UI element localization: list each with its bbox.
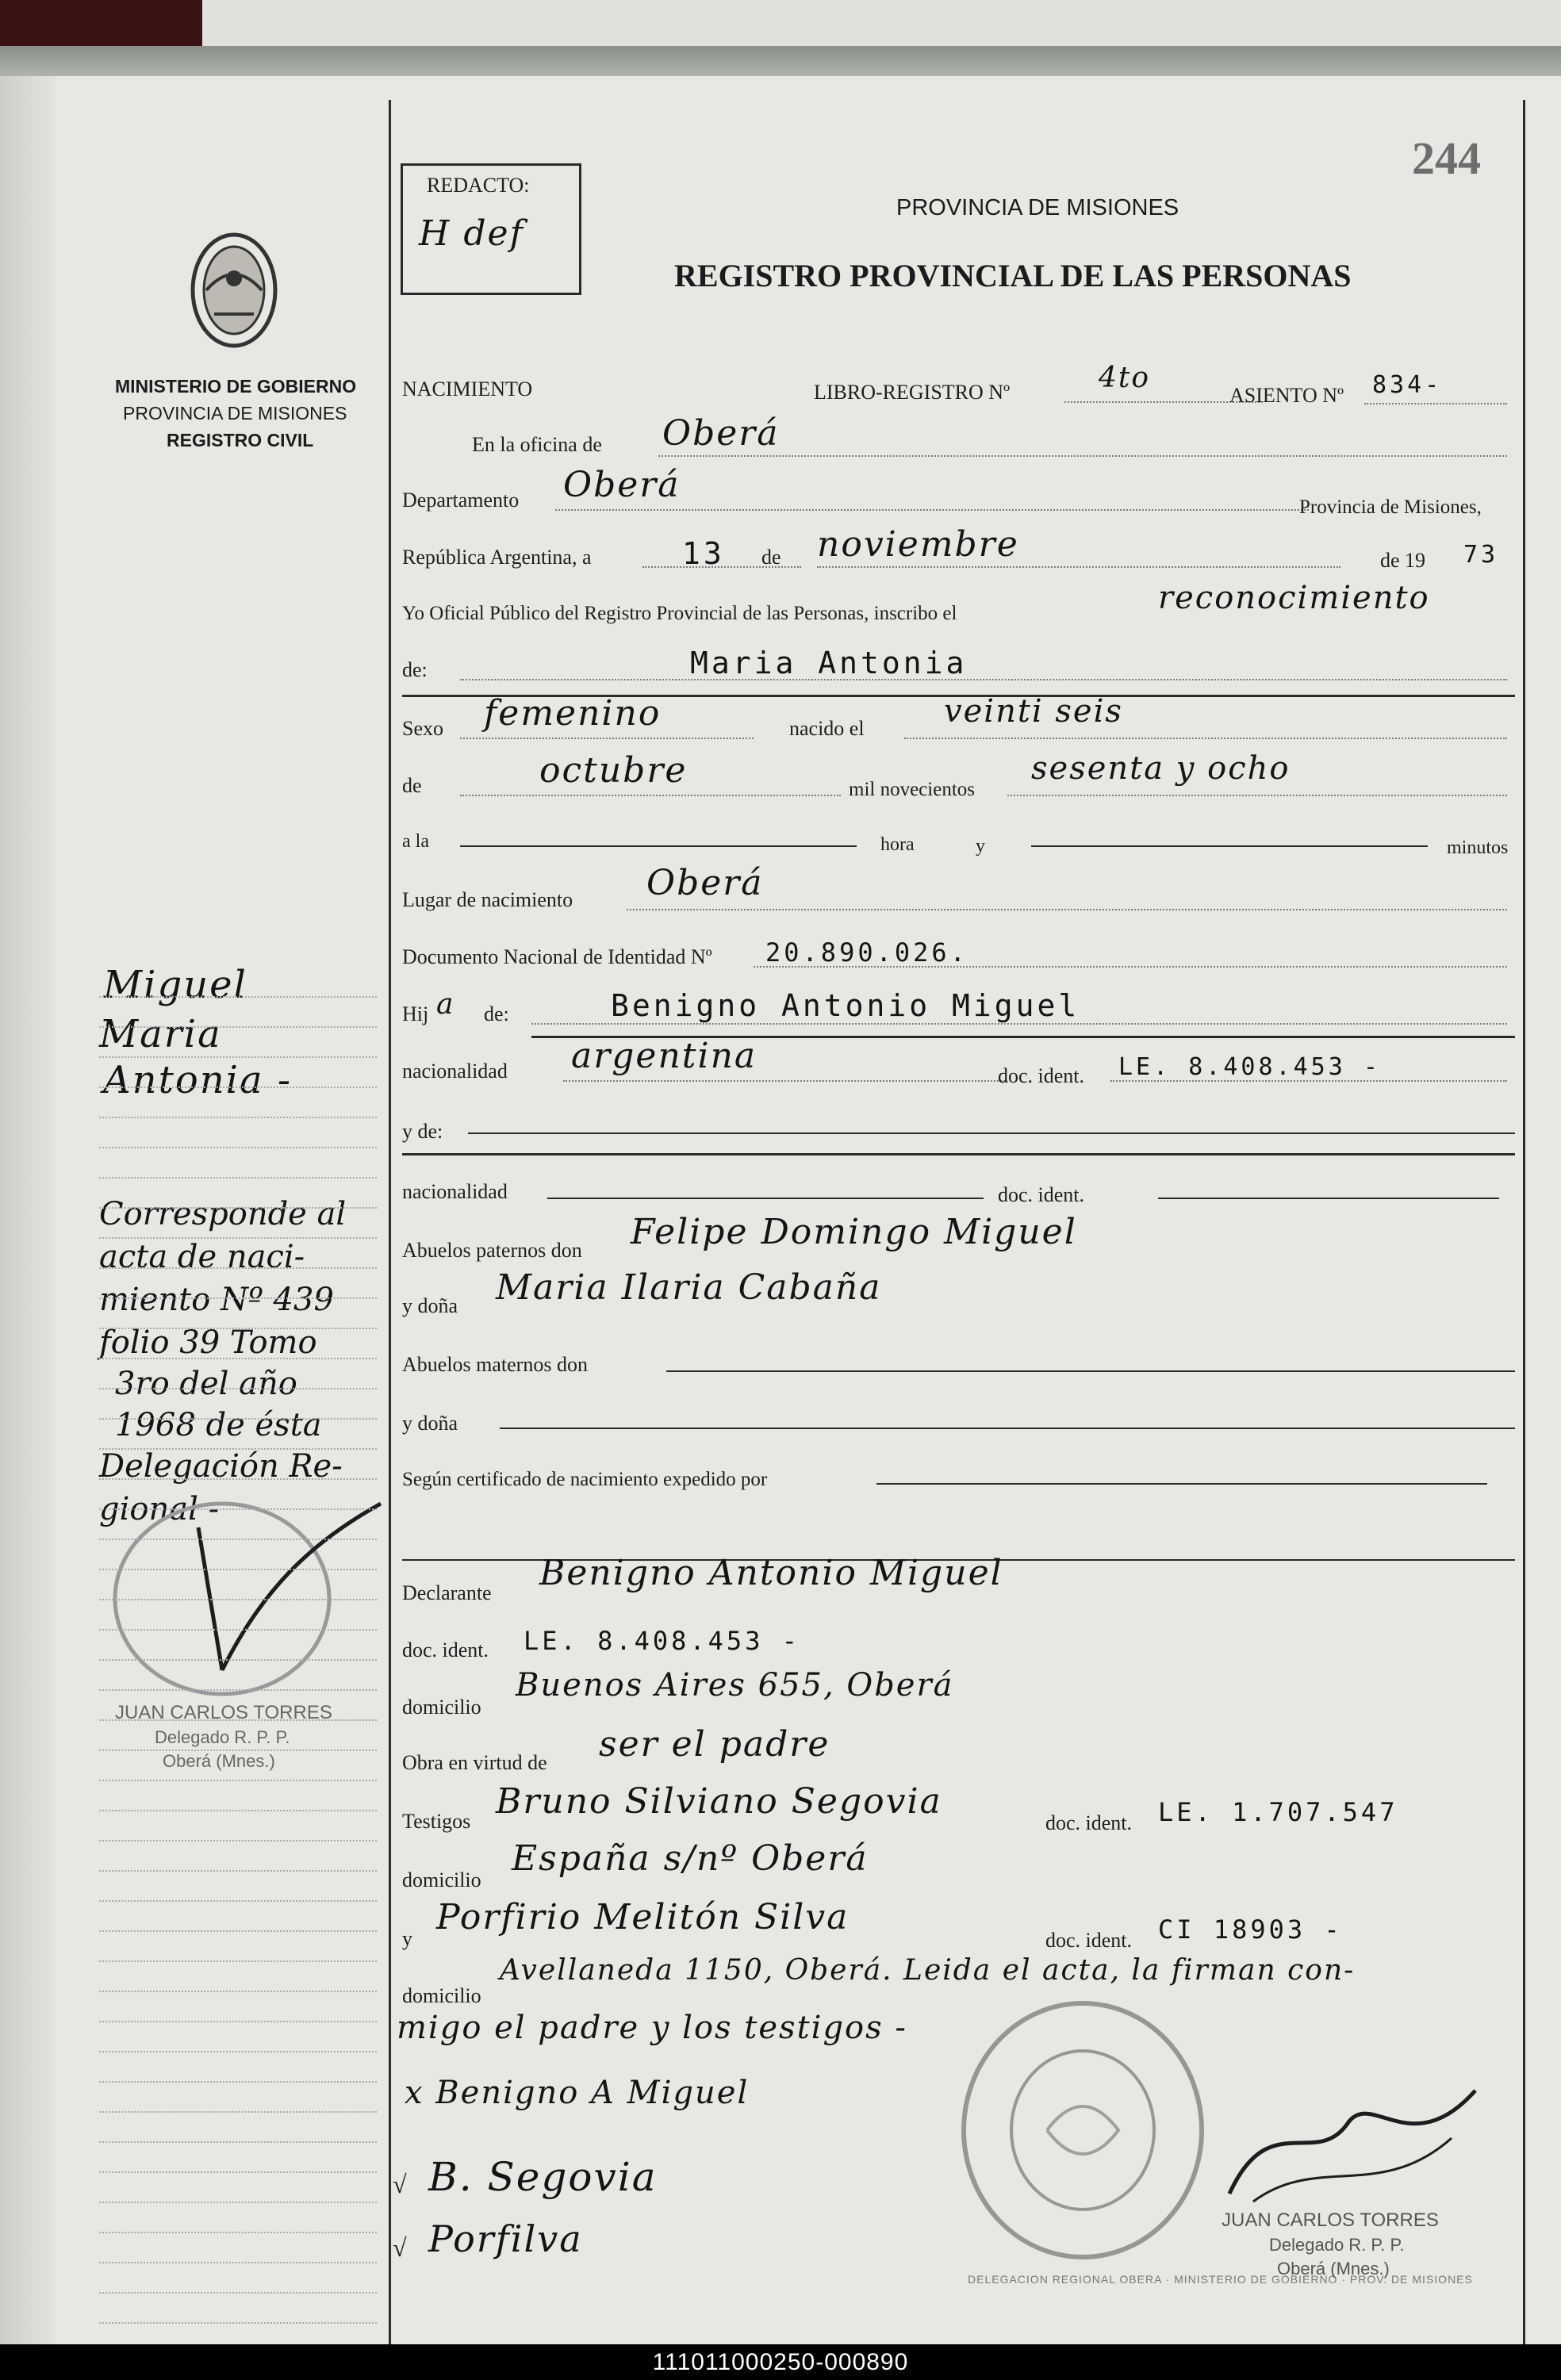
dom1-value: Buenos Aires 655, Oberá: [516, 1667, 954, 1704]
dom3-value: Avellaneda 1150, Oberá. Leida el acta, la firman con-: [500, 1954, 1356, 1987]
round-seal-text: DELEGACION REGIONAL OBERA · MINISTERIO DE GOBIERNO · PROV. DE MISIONES: [968, 2273, 1473, 2286]
abuela-p-value: Maria Ilaria Cabaña: [496, 1267, 882, 1308]
anio-label: de 19: [1380, 549, 1426, 572]
oficina-value: Oberá: [662, 413, 780, 454]
abuelo-p-value: Felipe Domingo Miguel: [631, 1212, 1077, 1252]
margin-guide-line: [99, 2171, 377, 2173]
doc1-label: doc. ident.: [998, 1064, 1085, 1087]
sexo-value: femenino: [484, 693, 662, 734]
oficial-label: Yo Oficial Público del Registro Provincial de las Personas, inscribo el: [402, 603, 957, 624]
signature-father: x Benigno A Miguel: [405, 2075, 750, 2111]
abuelos-m-label: Abuelos maternos don: [402, 1353, 588, 1376]
margin-guide-line: [99, 1087, 377, 1088]
abuelos-p-label: Abuelos paternos don: [402, 1239, 582, 1262]
doc4-label: doc. ident.: [1045, 1811, 1133, 1834]
margin-name-1: Maria: [99, 1012, 222, 1056]
doc1-value: LE. 8.408.453 -: [1118, 1053, 1381, 1081]
dona1-label: y doña: [402, 1294, 458, 1317]
margin-guide-line: [99, 1750, 377, 1751]
doc5-value: CI 18903 -: [1158, 1914, 1343, 1945]
anio-value: 73: [1463, 541, 1499, 569]
margin-guide-line: [99, 1930, 377, 1932]
margin-guide-line: [99, 1719, 377, 1721]
minutos-label: minutos: [1447, 837, 1509, 858]
nombre-value: Maria Antonia: [690, 646, 968, 680]
margin-guide-line: [99, 1147, 377, 1148]
dona2-label: y doña: [402, 1412, 458, 1435]
record-type: NACIMIENTO: [402, 378, 533, 400]
nac2-label: nacionalidad: [402, 1180, 508, 1203]
de-nombre-label: de:: [402, 658, 428, 681]
margin-guide-line: [99, 1117, 377, 1118]
margin-note-line: 1968 de ésta: [115, 1407, 322, 1443]
doc3-label: doc. ident.: [402, 1638, 489, 1661]
margin-guide-line: [99, 1960, 377, 1962]
y2-label: y: [402, 1927, 412, 1950]
declarante-value: Benigno Antonio Miguel: [539, 1553, 1003, 1593]
doc4-value: LE. 1.707.547: [1158, 1797, 1398, 1827]
margin-guide-line: [99, 1026, 377, 1028]
hora-label: hora: [880, 834, 915, 855]
margin-guide-line: [99, 1991, 377, 1992]
margin-note-line: gional -: [99, 1491, 220, 1527]
mil-value: sesenta y ocho: [1031, 750, 1291, 787]
delegate-signature-icon: [1222, 2075, 1483, 2217]
dom2-label: domicilio: [402, 1868, 481, 1891]
margin-guide-line: [99, 1689, 377, 1691]
oficina-label: En la oficina de: [472, 433, 602, 456]
nac1-label: nacionalidad: [402, 1060, 508, 1083]
right-stamp-place: Oberá (Mnes.): [1277, 2259, 1390, 2278]
right-stamp-name: JUAN CARLOS TORRES: [1222, 2209, 1439, 2231]
margin-guide-line: [99, 1478, 377, 1480]
nacido-label: nacido el: [789, 717, 865, 740]
yde-label: y de:: [402, 1120, 443, 1143]
libro-value: 4to: [1099, 362, 1151, 394]
margin-note-line: Delegación Re-: [99, 1448, 343, 1485]
margin-guide-line: [99, 2292, 377, 2294]
margin-guide-line: [99, 1177, 377, 1179]
dni-label: Documento Nacional de Identidad Nº: [402, 945, 712, 968]
margin-guide-line: [99, 1237, 377, 1239]
doc2-label: doc. ident.: [998, 1183, 1085, 1206]
left-stamp-place: Oberá (Mnes.): [163, 1751, 275, 1771]
margin-guide-line: [99, 2232, 377, 2233]
margin-guide-line: [99, 1870, 377, 1872]
margin-guide-line: [99, 2111, 377, 2113]
margin-guide-line: [99, 1659, 377, 1661]
margin-guide-line: [99, 1780, 377, 1781]
official-seal-icon: [952, 1995, 1214, 2265]
y-label: y: [976, 836, 985, 857]
margin-note-line: miento Nº 439: [99, 1282, 334, 1318]
margin-guide-line: [99, 1508, 377, 1510]
margin-note-line: acta de naci-: [99, 1239, 305, 1275]
padre-value: Benigno Antonio Miguel: [611, 988, 1080, 1023]
libro-label: LIBRO-REGISTRO Nº: [814, 381, 1011, 404]
margin-divider: [389, 100, 391, 2344]
asiento-value: 834-: [1372, 371, 1443, 399]
registry-heading: REGISTRO PROVINCIAL DE LAS PERSONAS: [674, 258, 1352, 293]
scan-footer-code: 111011000250-000890: [0, 2344, 1561, 2380]
republica-label: República Argentina, a: [402, 546, 592, 569]
margin-guide-line: [99, 1418, 377, 1420]
margin-guide-line: [99, 1900, 377, 1902]
de-label: de: [761, 546, 781, 569]
dia-value: 13: [682, 536, 725, 571]
provincia-label: Provincia de Misiones,: [1299, 496, 1482, 518]
dom1-label: domicilio: [402, 1696, 481, 1719]
margin-guide-line: [99, 1056, 377, 1058]
testigo2-value: Porfirio Melitón Silva: [436, 1897, 850, 1937]
margin-guide-line: [99, 2051, 377, 2052]
province-heading: PROVINCIA DE MISIONES: [896, 195, 1179, 220]
departamento-value: Oberá: [563, 465, 681, 505]
doc5-label: doc. ident.: [1045, 1929, 1133, 1952]
ministry-line-1: MINISTERIO DE GOBIERNO: [115, 376, 357, 397]
margin-guide-line: [99, 1629, 377, 1631]
margin-guide-line: [99, 1840, 377, 1842]
mes-nac-value: octubre: [539, 750, 688, 791]
nac1-value: argentina: [571, 1036, 757, 1076]
margin-guide-line: [99, 2202, 377, 2203]
margin-guide-line: [99, 1810, 377, 1811]
register-page: 244 REDACTO: H def PROVINCIA DE MISIONES REGISTRO PROVINCIAL DE LAS PERSONAS MINISTERIO DE GOBIERNO PROVINCIA DE MISIONES REGISTRO CIVIL NACIMIENTO LIBRO-REGISTRO Nº 4to ASIENTO Nº 834- En la oficina de Oberá Departamento Oberá Provincia de Misiones, República Argentina, a 13 de noviembre de 19 73 Yo Oficial Público del Registro Provincial de las Personas, inscribo el reconocimiento de: Maria Antonia Sexo femenino nacido el veinti seis de octubre mil novecientos sesenta y ocho a la hora y minutos Lugar de nacimiento Oberá Documento Nacional de Identidad Nº 20.890.026. Hij a de: Benigno Antonio Miguel nacionalidad argentina doc. ident. LE. 8.408.453 - y de: nacionalidad doc. ident. Abuelos paternos don Felipe Domingo Miguel y doña Maria Ilaria Cabaña Abuelos maternos don y doña Según certificado de nacimiento expedido por Declarante Benigno Antonio Miguel doc. ident. LE. 8.408.453 - domicilio Buenos Aires 655, Oberá Obra en virtud de ser el padre Testigos Bruno Silviano Segovia doc. ident. LE. 1.707.547 domicilio España s/nº Oberá y Porfirio Melitón Silva doc. ident. CI 18903 - domicilio Avellaneda 1150, Oberá. Leida el acta, la firman con- migo el padre y los testigos - x Benigno A Miguel B. Segovia Porfilva √ √ DELEGACION REGIONAL OBERA · MINISTERIO DE GOBIERNO · PROV. DE MISIONES JUAN CARLOS TORRES Delegado R. P. P. Oberá (Mnes.) Miguel Maria Antonia - Corresponde al acta de naci- miento Nº 439 folio 39 Tomo 3ro del año 1968 de ésta Delegación Re- gional - JUAN CARLOS TORRES Delegado R. P. P. Oberá (Mnes.): [56, 76, 1561, 2344]
testigos-label: Testigos: [402, 1810, 471, 1833]
margin-guide-line: [99, 1599, 377, 1600]
left-stamp-role: Delegado R. P. P.: [155, 1727, 290, 1747]
de2-label: de: [402, 774, 422, 797]
redacto-box: [401, 163, 581, 295]
margin-guide-line: [99, 1388, 377, 1389]
sexo-label: Sexo: [402, 717, 443, 740]
margin-note-line: folio 39 Tomo: [99, 1324, 317, 1361]
lugar-label: Lugar de nacimiento: [402, 888, 573, 911]
redacto-value: H def: [419, 213, 524, 254]
margin-guide-line: [99, 2262, 377, 2263]
margin-name-2: Antonia -: [103, 1058, 293, 1102]
declarante-label: Declarante: [402, 1581, 492, 1604]
page-spine: [0, 76, 56, 2344]
dni-value: 20.890.026.: [765, 937, 968, 968]
obra-label: Obra en virtud de: [402, 1751, 547, 1774]
dom2-value: España s/nº Oberá: [512, 1838, 869, 1879]
ministry-line-3: REGISTRO CIVIL: [167, 430, 314, 450]
segun-label: Según certificado de nacimiento expedido por: [402, 1469, 768, 1490]
mes-value: noviembre: [817, 524, 1019, 565]
margin-guide-line: [99, 1297, 377, 1299]
left-stamp-name: JUAN CARLOS TORRES: [115, 1702, 332, 1723]
continuation-value: migo el padre y los testigos -: [397, 2010, 907, 2046]
obra-value: ser el padre: [599, 1724, 830, 1765]
folio-number: 244: [1412, 132, 1481, 184]
margin-guide-line: [99, 1207, 377, 1209]
margin-guide-line: [99, 996, 377, 998]
right-stamp-role: Delegado R. P. P.: [1269, 2235, 1405, 2255]
margin-guide-line: [99, 2081, 377, 2083]
oficial-value: reconocimiento: [1158, 580, 1430, 616]
asiento-label: ASIENTO Nº: [1229, 384, 1344, 407]
margin-guide-line: [99, 1267, 377, 1269]
doc3-value: LE. 8.408.453 -: [524, 1626, 800, 1656]
margin-guide-line: [99, 1358, 377, 1359]
margin-guide-line: [99, 1569, 377, 1570]
nacido-value: veinti seis: [944, 693, 1123, 730]
ala-label: a la: [402, 831, 429, 852]
ministry-line-2: PROVINCIA DE MISIONES: [123, 403, 347, 423]
hij-de-label: de:: [484, 1002, 509, 1025]
margin-guide-line: [99, 1539, 377, 1540]
right-border: [1523, 100, 1525, 2344]
hij-a-value: a: [436, 988, 455, 1021]
redacto-label: REDACTO:: [427, 174, 530, 197]
margin-guide-line: [99, 1328, 377, 1329]
previous-page-edge: [202, 0, 1561, 46]
signature-witness-1: B. Segovia: [428, 2154, 658, 2200]
testigo1-value: Bruno Silviano Segovia: [496, 1781, 942, 1822]
dom3-label: domicilio: [402, 1984, 481, 2007]
margin-note-line: 3ro del año: [115, 1366, 297, 1402]
hij-label: Hij: [402, 1002, 429, 1025]
coat-of-arms-icon: [182, 227, 286, 362]
margin-guide-line: [99, 2021, 377, 2022]
mil-label: mil novecientos: [849, 779, 975, 800]
margin-guide-line: [99, 2141, 377, 2143]
signature-witness-2: Porfilva: [428, 2217, 583, 2260]
margin-surname: Miguel: [103, 963, 247, 1007]
lugar-value: Oberá: [646, 863, 764, 903]
departamento-label: Departamento: [402, 489, 520, 512]
margin-guide-line: [99, 2322, 377, 2324]
margin-guide-line: [99, 1448, 377, 1450]
margin-note-line: Corresponde al: [99, 1196, 347, 1232]
